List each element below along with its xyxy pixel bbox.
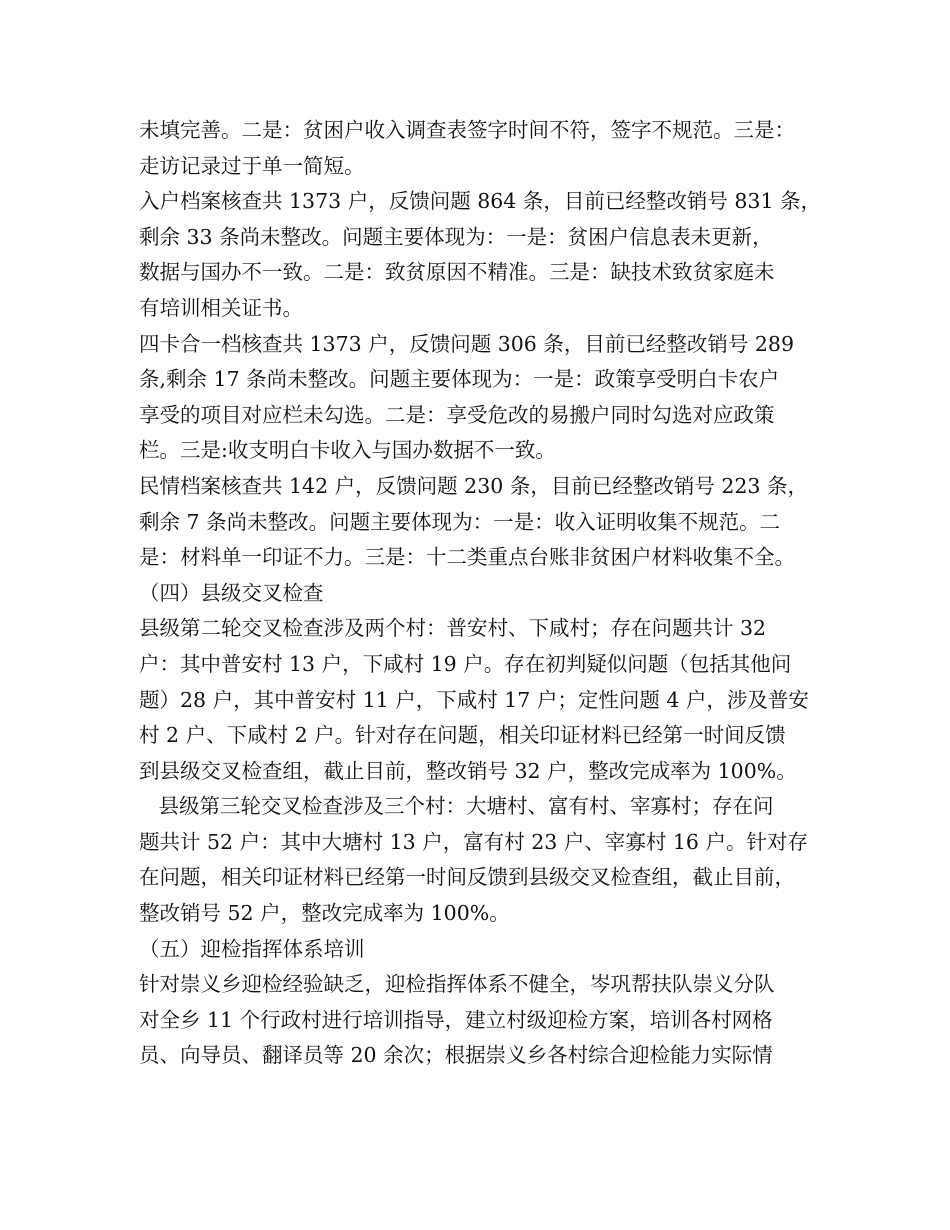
text-line: 入户档案核查共 1373 户，反馈问题 864 条，目前已经整改销号 831 条， xyxy=(139,189,822,214)
text-line: 题）28 户，其中普安村 11 户，下咸村 17 户；定性问题 4 户，涉及普安 xyxy=(139,687,809,712)
section-heading: （四）县级交叉检查 xyxy=(139,580,324,605)
text-line: 民情档案核查共 142 户，反馈问题 230 条，目前已经整改销号 223 条， xyxy=(139,473,808,498)
text-line: 整改销号 52 户，整改完成率为 100%。 xyxy=(139,901,510,926)
text-line: 题共计 52 户：其中大塘村 13 户，富有村 23 户、宰寡村 16 户。针对存 xyxy=(139,829,808,854)
text-line: 在问题，相关印证材料已经第一时间反馈到县级交叉检查组，截止目前， xyxy=(139,865,795,890)
text-line: 条,剩余 17 条尚未整改。问题主要体现为：一是：政策享受明白卡农户 xyxy=(139,367,780,392)
text-line: 户：其中普安村 13 户，下咸村 19 户。存在初判疑似问题（包括其他问 xyxy=(139,651,792,676)
text-line: 县级第二轮交叉检查涉及两个村：普安村、下咸村；存在问题共计 32 xyxy=(139,616,767,641)
text-line: 到县级交叉检查组，截止目前，整改销号 32 户，整改完成率为 100%。 xyxy=(139,758,797,783)
text-line: 对全乡 11 个行政村进行培训指导，建立村级迎检方案，培训各村网格 xyxy=(139,1007,773,1032)
text-line: 村 2 户、下咸村 2 户。针对存在问题，相关印证材料已经第一时间反馈 xyxy=(139,723,786,748)
text-line: 四卡合一档核查共 1373 户，反馈问题 306 条，目前已经整改销号 289 xyxy=(139,331,795,356)
text-line: 员、向导员、翻译员等 20 余次；根据崇义乡各村综合迎检能力实际情 xyxy=(139,1043,773,1068)
section-heading: （五）迎检指挥体系培训 xyxy=(139,936,365,961)
text-line: 数据与国办不一致。二是：致贫原因不精准。三是：缺技术致贫家庭未 xyxy=(139,260,775,285)
text-line: 剩余 7 条尚未整改。问题主要体现为：一是：收入证明收集不规范。二 xyxy=(139,509,781,534)
text-line: 针对崇义乡迎检经验缺乏，迎检指挥体系不健全，岑巩帮扶队崇义分队 xyxy=(139,972,775,997)
text-line: 县级第三轮交叉检查涉及三个村：大塘村、富有村、宰寡村；存在问 xyxy=(139,794,774,819)
text-line: 栏。三是:收支明白卡收入与国办数据不一致。 xyxy=(139,438,556,463)
text-line: 是：材料单一印证不力。三是：十二类重点台账非贫困户材料收集不全。 xyxy=(139,545,795,570)
text-line: 有培训相关证书。 xyxy=(139,295,303,320)
text-line: 享受的项目对应栏未勾选。二是：享受危改的易搬户同时勾选对应政策 xyxy=(139,402,775,427)
text-line: 剩余 33 条尚未整改。问题主要体现为：一是：贫困户信息表未更新， xyxy=(139,224,773,249)
text-line: 走访记录过于单一简短。 xyxy=(139,153,365,178)
document-body xyxy=(139,113,829,1074)
text-line: 未填完善。二是：贫困户收入调查表签字时间不符，签字不规范。三是： xyxy=(139,118,795,142)
